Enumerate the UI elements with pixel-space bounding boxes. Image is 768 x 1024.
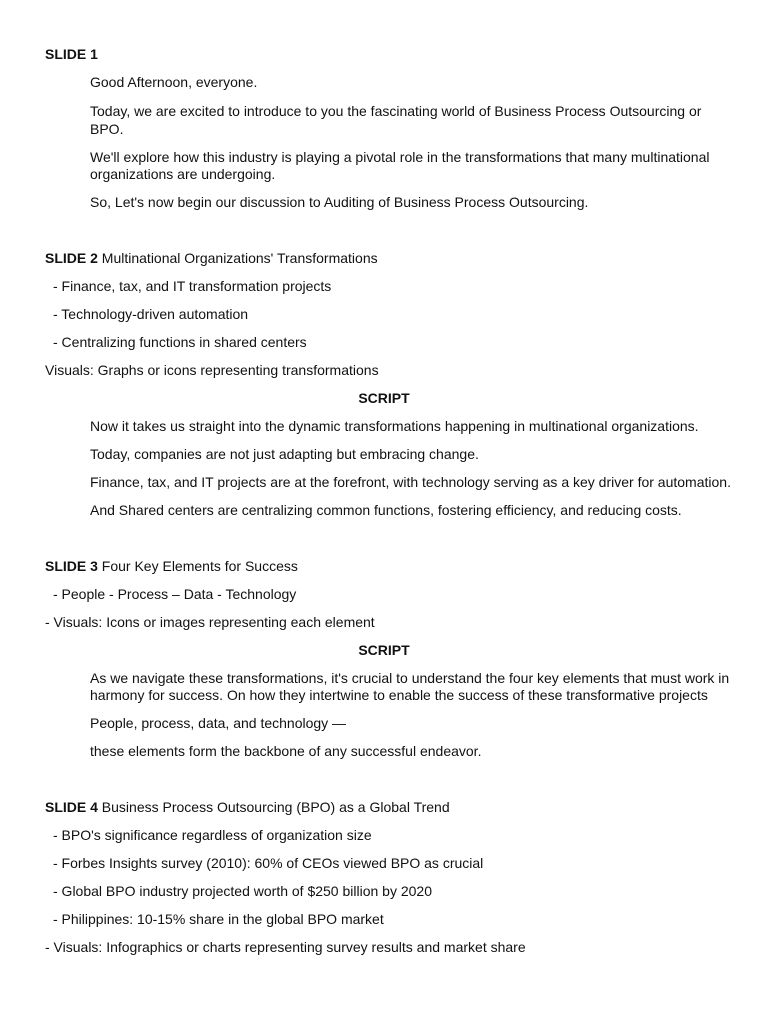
slide-2-bullet: - Finance, tax, and IT transformation projects: [53, 278, 332, 294]
slide-3-script-heading: SCRIPT: [358, 642, 410, 658]
slide-3-script-line: As we navigate these transformations, it's crucial to understand the four key elements that must work in: [90, 670, 730, 686]
slide-2-visuals: Visuals: Graphs or icons representing transformations: [45, 362, 379, 378]
slide-4-title: Business Process Outsourcing (BPO) as a Global Trend: [101, 799, 450, 815]
slide-3-bullet: - People - Process – Data - Technology: [53, 586, 297, 602]
slide-2-heading: [45, 250, 378, 267]
slide-1-line: So, Let's now begin our discussion to Auditing of Business Process Outsourcing.: [90, 194, 589, 210]
slide-3-title: Four Key Elements for Success: [101, 558, 298, 574]
slide-1-line: We'll explore how this industry is playing a pivotal role in the transformations that many multinational: [90, 149, 710, 165]
slide-3-heading: [45, 558, 298, 575]
slide-2-script-line: Now it takes us straight into the dynamic transformations happening in multinational organizations.: [90, 418, 699, 434]
slide-2-script-heading: SCRIPT: [358, 390, 410, 406]
slide-2-title: Multinational Organizations' Transformations: [101, 250, 378, 266]
slide-4-bullet: - BPO's significance regardless of organization size: [53, 827, 372, 843]
slide-1-line: organizations are undergoing.: [90, 166, 276, 182]
slide-4-heading: [45, 799, 450, 816]
slide-1-line: Good Afternoon, everyone.: [90, 74, 258, 90]
slide-3-visuals: - Visuals: Icons or images representing each element: [45, 614, 375, 630]
slide-4-visuals: - Visuals: Infographics or charts representing survey results and market share: [45, 939, 526, 955]
slide-1-line: BPO.: [90, 121, 124, 137]
slide-3-script-line: harmony for success. On how they intertwine to enable the success of these transformative projects: [90, 687, 708, 703]
slide-2-bullet: - Centralizing functions in shared centers: [53, 334, 307, 350]
slide-3-script-line: People, process, data, and technology —: [90, 715, 347, 731]
slide-4-bullet: - Global BPO industry projected worth of $250 billion by 2020: [53, 883, 432, 899]
slide-3-label: SLIDE 3: [45, 558, 98, 574]
slide-2-script-line: And Shared centers are centralizing common functions, fostering efficiency, and reducing costs.: [90, 502, 682, 518]
slide-1-line: Today, we are excited to introduce to you the fascinating world of Business Process Outsourcing or: [90, 103, 702, 119]
slide-2-script-line: Finance, tax, and IT projects are at the forefront, with technology serving as a key driver for automation.: [90, 474, 731, 490]
slide-4-bullet: - Philippines: 10-15% share in the global BPO market: [53, 911, 384, 927]
slide-2-script-line: Today, companies are not just adapting but embracing change.: [90, 446, 479, 462]
slide-3-script-line: these elements form the backbone of any successful endeavor.: [90, 743, 482, 759]
slide-2-label: SLIDE 2: [45, 250, 98, 266]
slide-1-label: SLIDE 1: [45, 46, 98, 62]
slide-4-bullet: - Forbes Insights survey (2010): 60% of CEOs viewed BPO as crucial: [53, 855, 484, 871]
slide-2-bullet: - Technology-driven automation: [53, 306, 249, 322]
slide-4-label: SLIDE 4: [45, 799, 98, 815]
